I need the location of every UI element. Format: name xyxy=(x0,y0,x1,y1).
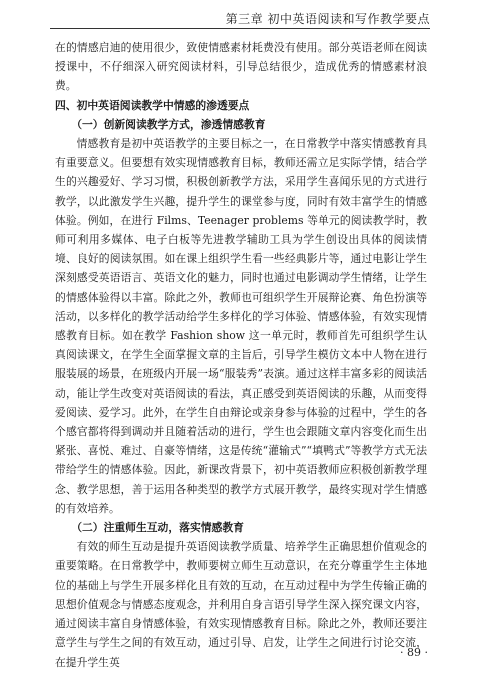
subsection-2-paragraph: 有效的师生互动是提升英语阅读教学质量、培养学生正确思想价值观念的重要策略。在日常教学中，教师要树立师生互动意识，在充分尊重学生主体地位的基础上与学生开展多样化且有效的互动，在互动过程中为学生传输正确的思想价值观念与情感态度观念，并利用自身言语引导学生深入探究课文内容，通过阅读丰富自身情感体验，有效实现情感教育目标。除此之外，教师还要注意学生与学生之间的有效互动，通过引导、启发，让学生之间进行讨论交流，在提升学生英 xyxy=(55,540,427,669)
page-content xyxy=(55,38,427,672)
running-header: 第三章 初中英语阅读和写作教学要点 xyxy=(225,12,430,26)
header-rule xyxy=(50,28,430,29)
subsection-1-paragraph: 情感教育是初中英语教学的主要目标之一，在日常教学中落实情感教育具有重要意义。但要想有效实现情感教育目标，教师还需立足实际学情，结合学生的兴趣爱好、学习习惯，积极创新教学方法，采用学生喜闻乐见的方式进行教学，以此激发学生兴趣，提升学生的课堂参与度，同时有效丰富学生的情感体验。例如，在进行 Films、Teenager problems 等单元的阅读教学时，教师可利用多媒体、电子白板等先进教学辅助工具为学生创设出具体的阅读情境、良好的阅读氛围。如在课上组织学生看一些经典影片等，通过电影让学生深刻感受英语语言、英语文化的魅力，同时也通过电影调动学生情绪，让学生的情感体验得以丰富。除此之外，教师也可组织学生开展辩论赛、角色扮演等活动，以多样化的教学活动给学生多样化的学习体验、情感体验，有效实现情感教育目标。如在教学 Fashion show 这一单元时，教师首先可组织学生认真阅读课文，在学生全面掌握文章的主旨后，引导学生模仿文本中人物在进行服装展的场景，在班级内开展一场“服装秀”表演。通过这样丰富多彩的阅读活动，能让学生改变对英语阅读的看法，真正感受到英语阅读的乐趣，从而变得爱阅读、爱学习。此外，在学生自由辩论或亲身参与体验的过程中，学生的各个感官都将得到调动并且随着活动的进行，学生也会跟随文章内容变化而生出紧张、喜悦、难过、自豪等情绪，这是传统“灌输式”“填鸭式”等教学方式无法带给学生的情感体验。因此，新课改背景下，初中英语教师应积极创新教学理念、教学思想，善于运用各种类型的教学方式展开教学，最终实现对学生情感的有效培养。 xyxy=(55,137,427,515)
page-number: · 89 · xyxy=(400,646,428,659)
intro-paragraph: 在的情感启迪的使用很少，致使情感素材耗费没有使用。部分英语老师在阅读授课中，不仔细深入研究阅读材料，引导总结很少，造成优秀的情感素材浪费。 xyxy=(55,41,427,93)
section-heading: 四、初中英语阅读教学中情感的渗透要点 xyxy=(55,98,250,112)
subsection-2-heading: （二）注重师生互动，落实情感教育 xyxy=(71,521,244,535)
subsection-1-heading: （一）创新阅读教学方式，渗透情感教育 xyxy=(71,117,266,131)
